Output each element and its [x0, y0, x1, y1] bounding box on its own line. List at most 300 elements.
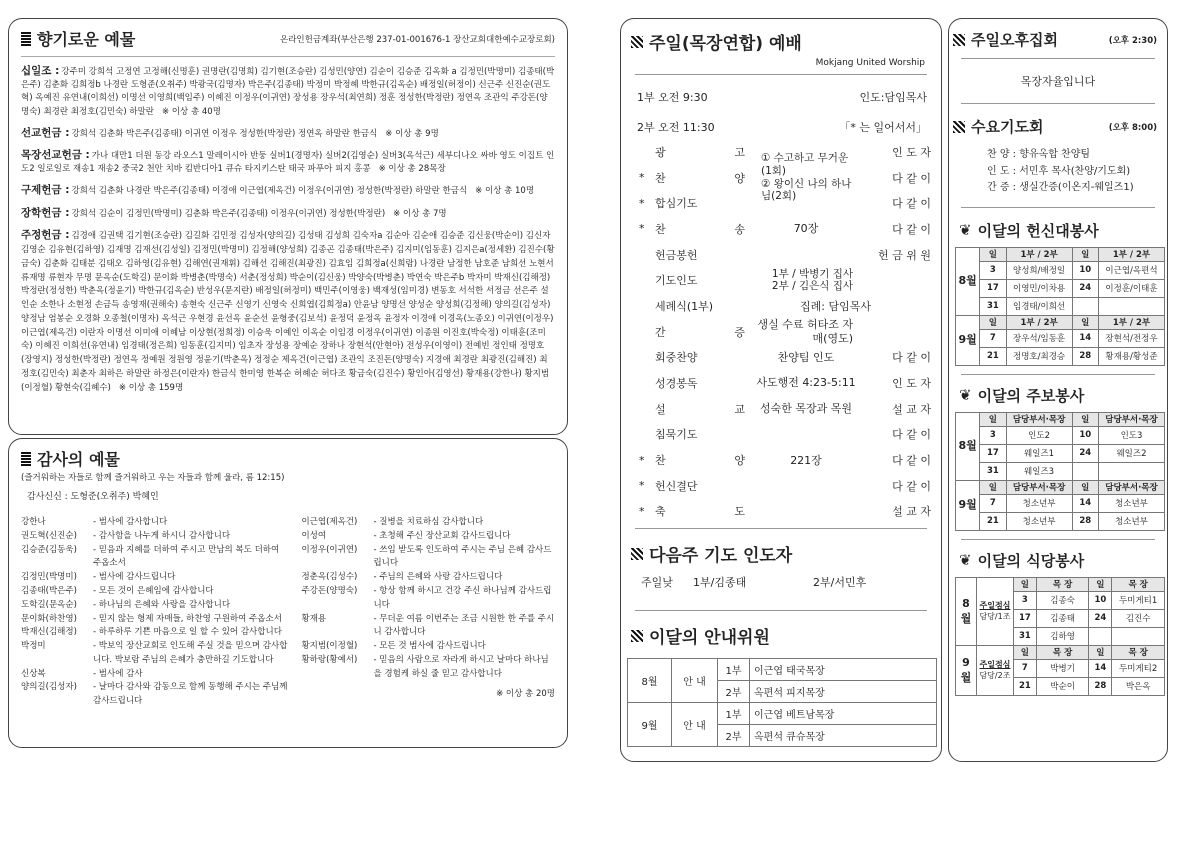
- worship-item: [627, 216, 935, 242]
- guide-part: 1부: [718, 703, 750, 725]
- kitchen-team-name: 주일점심: [979, 660, 1011, 669]
- duty-names: 장현석/전정우: [1098, 329, 1164, 347]
- thanks-name: 정춘옥(김성수): [301, 572, 358, 583]
- order-word: 찬: [655, 454, 666, 468]
- guides-header: [627, 623, 935, 648]
- duty-row: [956, 444, 1165, 462]
- order-person: 집례: 담임목사: [800, 299, 871, 313]
- order-person: 다 같 이: [892, 479, 931, 493]
- guide-team: 옥편석 큐슈목장: [750, 725, 937, 747]
- duty-head: 목 장: [1036, 577, 1089, 591]
- duty-head: 일: [1072, 480, 1098, 494]
- duty-head: 담당부서·목장: [1006, 480, 1072, 494]
- thanks-text: - 쓰임 받도록 인도하여 주시는 주님 은혜 감사드립니다: [373, 544, 552, 569]
- section-names: 가나 대만1 더원 동강 라오스1 말레이시아 반둥 실버1(경명자) 실버2(김영순) 실버3(옥석근) 세부디나오 싸바 영도 이집트 인도2 일로일로 재송1 재송2 중국2 천안 치바 킴반디아1 큐슈 타지키스탄 태국 파푸아 피지 홍콩: [21, 151, 555, 175]
- guide-row: [628, 659, 937, 681]
- thanks-item: [21, 544, 287, 572]
- duty-head: 일: [980, 315, 1006, 329]
- duty-names: 웨일즈2: [1098, 444, 1164, 462]
- section-names: 강희석 김춘화 나경란 박은주(김종태) 이경애 이근엽(제옥건) 이정우(이귀연) 정성한(박정란) 하말란 한금식: [71, 186, 468, 197]
- duty-names: 박순이: [1036, 677, 1089, 695]
- wednesday-line: 간 증 : 생실간증(이온지-웨일즈1): [987, 182, 1134, 193]
- duty-month: 9월: [956, 315, 980, 365]
- section-names: 강주미 강희석 고정연 고정해(신명훈) 권명란(김명희) 김기현(조승란) 김성민(양연) 김순이 김승준 김옥화 a 김정민(박명미) 김종태(박은주) 김춘화 김희정b 나경란 도형준(오취주) 박광국(김명자) 박은주(김종태) 박정미 박정혜 박한규(김옥순) 배정일(허정이) 신근주 신진순(권도혁) 옥예진 유연내(이희선) 이명선 이영희(백임주) 이혜진 이정우(이귀연) 장성용 장우석(최연희) 정훈 정성한(박정란) 정연옥 조관익 주강돈(양명숙) 최경란 최정호(김민숙) 하말란: [21, 67, 555, 117]
- thanks-name: 신상복: [21, 668, 46, 679]
- duty-day: 10: [1072, 426, 1098, 444]
- duty-day: 17: [980, 444, 1006, 462]
- stand-marker: *: [639, 453, 645, 467]
- worship-item: [627, 345, 935, 371]
- worship-order: [627, 139, 935, 524]
- thanks-name: 도학길(문옥순): [21, 599, 77, 610]
- duty-head: 일: [980, 480, 1006, 494]
- duty-names: 박은옥: [1112, 677, 1165, 695]
- order-person: 다 같 이: [892, 171, 931, 185]
- thanks-total: ※ 이상 총 20명: [496, 689, 555, 700]
- guide-role: 안 내: [672, 703, 718, 747]
- duty-head: 1부 / 2부: [1006, 315, 1072, 329]
- duty-header-row: [956, 412, 1165, 426]
- offering-title: 향기로운 예물: [37, 30, 136, 49]
- thanks-text: - 질병을 치료하심 감사합니다: [373, 517, 484, 528]
- kitchen-team: [976, 577, 1013, 645]
- offering-section: [21, 182, 555, 198]
- order-content: 221장: [790, 453, 822, 467]
- thanks-text: - 감사함을 나누게 하시니 감사합니다: [93, 530, 231, 541]
- order-person: 인 도 자: [892, 145, 931, 159]
- duty-day: 31: [980, 297, 1006, 315]
- offering-section: [21, 147, 555, 176]
- guide-part: 1부: [718, 659, 750, 681]
- thanks-name: 김종태(박은주): [21, 586, 77, 596]
- duty-head: 목 장: [1112, 577, 1165, 591]
- duty-day: 17: [1013, 609, 1036, 627]
- thanks-name: 김정민(박명미): [21, 572, 77, 583]
- duty-names: 김종숙: [1036, 591, 1089, 609]
- next-prayer-header: [627, 541, 935, 566]
- order-word: 도: [734, 505, 745, 519]
- duty-header-row: [956, 247, 1165, 261]
- next-prayer-first: 1부/김종태: [693, 576, 747, 590]
- order-word: 찬: [655, 222, 666, 236]
- thanks-header: [21, 447, 555, 470]
- duty-head: 일: [1013, 577, 1036, 591]
- order-label: [655, 349, 755, 365]
- offering-section: [21, 227, 555, 395]
- duty-head: 담당부서·목장: [1098, 480, 1164, 494]
- duty-header-row: [956, 645, 1165, 659]
- order-content: 사도행전 4:23-5:11: [756, 376, 856, 390]
- offerduty-header: [953, 220, 1163, 241]
- duty-month: 8월: [956, 412, 980, 480]
- thanks-name: 박정미: [21, 641, 46, 652]
- worship-item: [627, 396, 935, 422]
- online-account: 온라인헌금계좌(부산은행 237-01-001676-1 장산교회대한예수교장로회): [280, 34, 555, 45]
- kitchen-team-part: 담당/2조: [979, 671, 1011, 680]
- thanks-text: - 믿지 않는 형제 자매들, 하찬영 구원하여 주옵소서: [93, 613, 282, 624]
- order-label: [655, 375, 755, 391]
- thanks-item: [301, 516, 555, 530]
- order-word: 헌신결단: [655, 479, 698, 493]
- pattern-icon: [953, 34, 965, 46]
- duty-day: 21: [980, 347, 1006, 365]
- guide-month: 8월: [628, 659, 672, 703]
- guide-part: 2부: [718, 725, 750, 747]
- afternoon-time: (오후 2:30): [1108, 35, 1157, 46]
- order-content: 70장: [793, 222, 819, 236]
- thanks-text: - 박보익 장산교회로 인도해 주실 것을 믿으며 감사합니다. 박보람 주님의 은혜가 충만하길 기도합니다: [93, 641, 288, 665]
- thanks-name: 이근엽(제옥건): [301, 517, 358, 528]
- order-label: [655, 324, 755, 340]
- wednesday-line: 인 도 : 서민후 목사(찬양/기도회): [987, 165, 1131, 177]
- clover-icon: ❦: [959, 386, 972, 404]
- thanks-text: - 날마다 감사와 감동으로 함께 동행해 주시는 주님께 감사드립니다: [93, 682, 288, 707]
- worship-item: [627, 242, 935, 268]
- thanks-text: - 범사에 감사: [93, 668, 143, 679]
- duty-names: 웨일즈1: [1006, 444, 1072, 462]
- thanks-item: [301, 544, 555, 572]
- order-word: 고: [734, 145, 745, 159]
- thanks-list-left: [21, 516, 287, 709]
- duty-head: 목 장: [1036, 645, 1089, 659]
- worship-item: [627, 319, 935, 345]
- right-panel: [948, 18, 1168, 762]
- worship-item: [627, 293, 935, 319]
- thanks-item: [21, 640, 287, 668]
- thanks-name: 황지범(이정혈): [301, 641, 358, 652]
- thanks-name: 이정우(이귀연): [301, 544, 358, 555]
- thanks-name: 권도혁(신진순): [21, 530, 77, 541]
- thanks-text: - 하나님의 은혜와 사랑을 감사합니다: [93, 599, 231, 610]
- kitchen-team-part: 담당/1조: [979, 612, 1011, 621]
- duty-names: 정명호/최경승: [1006, 347, 1072, 365]
- worship-panel: [620, 18, 942, 762]
- section-label: 장학헌금 :: [21, 206, 70, 219]
- order-word: 성경봉독: [655, 377, 698, 391]
- thanks-item: [21, 571, 287, 585]
- offering-section: [21, 63, 555, 119]
- guide-team: 이근엽 베트남목장: [750, 703, 937, 725]
- pattern-icon: [953, 121, 965, 133]
- order-content: 성숙한 목장과 목원: [759, 402, 852, 416]
- duty-month: 8월: [956, 577, 977, 645]
- kitchen-team: [976, 645, 1013, 695]
- duty-day: 31: [1013, 627, 1036, 645]
- thanks-name: 문이화(하찬영): [21, 613, 77, 624]
- order-person: 다 같 이: [892, 428, 931, 442]
- duty-row: [956, 329, 1165, 347]
- section-total: ※ 이상 총 10명: [475, 186, 535, 197]
- worship-item: [627, 422, 935, 448]
- order-word: 증: [734, 325, 745, 339]
- offering-header: [21, 27, 135, 50]
- duty-row: [956, 494, 1165, 512]
- duty-day: 7: [980, 494, 1006, 512]
- order-label: [655, 272, 755, 288]
- order-person: 설 교 자: [892, 505, 931, 519]
- section-total: ※ 이상 총 28목장: [378, 164, 446, 175]
- duty-names: 김진수: [1112, 609, 1165, 627]
- afternoon-text: 목장자율입니다: [1020, 75, 1096, 88]
- order-label: [655, 426, 755, 442]
- duty-day: 24: [1072, 444, 1098, 462]
- duty-head: 1부 / 2부: [1098, 247, 1164, 261]
- thanks-item: [301, 640, 555, 654]
- order-content: ① 수고하고 무거운(1회) ② 왕이신 나의 하나님(2회): [761, 152, 852, 203]
- duty-month: 8월: [956, 247, 980, 315]
- section-names: 강희석 김춘화 박은주(김종태) 이귀연 이정우 정성한(박정란) 정연옥 하말란 한금식: [71, 128, 378, 139]
- afternoon-title: 주일오후집회: [971, 31, 1058, 49]
- duty-names: 황재용/황성준: [1098, 347, 1164, 365]
- section-label: 선교헌금 :: [21, 126, 70, 139]
- duty-names: [1112, 627, 1165, 645]
- thanks-text: - 항상 함께 하시고 건강 주신 하나님께 감사드립니다: [373, 586, 552, 610]
- order-word: 찬: [655, 171, 666, 185]
- duty-day: 21: [1013, 677, 1036, 695]
- section-total: ※ 이상 총 9명: [385, 128, 439, 139]
- order-word: 설: [655, 402, 666, 416]
- order-word: 헌금봉헌: [655, 248, 698, 262]
- pattern-icon: [631, 630, 643, 642]
- order-label: [655, 298, 755, 314]
- section-label: 목장선교헌금 :: [21, 149, 90, 162]
- order-word: 교: [734, 402, 745, 416]
- duty-day: 10: [1072, 261, 1098, 279]
- section-total: ※ 이상 총 7명: [393, 208, 447, 219]
- bulletin-header: [953, 385, 1163, 406]
- worship-item: [627, 267, 935, 293]
- stand-marker: *: [639, 479, 645, 493]
- thanks-item: [301, 613, 555, 641]
- order-person: 다 같 이: [892, 197, 931, 211]
- duty-names: [1098, 462, 1164, 480]
- thanks-item: [301, 585, 555, 613]
- duty-names: [1098, 297, 1164, 315]
- duty-day: [1072, 297, 1098, 315]
- duty-row: [956, 426, 1165, 444]
- section-label: 구제헌금 :: [21, 184, 70, 197]
- guides-table: [627, 658, 937, 747]
- duty-head: 일: [1072, 412, 1098, 426]
- duty-head: 일: [1089, 577, 1112, 591]
- thanks-text: - 모든 것 범사에 감사드립니다: [373, 641, 486, 652]
- duty-head: 1부 / 2부: [1098, 315, 1164, 329]
- order-person: 설 교 자: [892, 402, 931, 416]
- wednesday-header: [953, 116, 1043, 137]
- duty-day: 28: [1089, 677, 1112, 695]
- order-label: [655, 195, 755, 211]
- worship-item: [627, 473, 935, 499]
- duty-day: 21: [980, 512, 1006, 530]
- worship-item: [627, 499, 935, 525]
- duty-names: 이영민/이차용: [1006, 279, 1072, 297]
- section-label: 십일조 :: [21, 65, 60, 77]
- leader: 인도:담임목사: [859, 91, 927, 104]
- duty-day: 31: [980, 462, 1006, 480]
- stand-marker: *: [639, 504, 645, 518]
- service-1: 1부 오전 9:30: [637, 91, 708, 104]
- order-person: 헌 금 위 원: [878, 248, 931, 262]
- duty-row: [956, 512, 1165, 530]
- thanks-text: - 무더운 여름 이번주는 조금 시원한 한 주를 주시니 감사합니다: [373, 613, 555, 638]
- kitchen-title: 이달의 식당봉사: [977, 551, 1085, 570]
- stand-marker: *: [639, 196, 645, 210]
- order-label: [655, 221, 755, 237]
- order-word: 합심기도: [655, 197, 698, 211]
- thanks-name: 주강돈(양명숙): [301, 586, 358, 596]
- thanks-text: - 하루하루 기쁜 마음으로 일 할 수 있어 감사합니다: [93, 627, 282, 638]
- duty-header-row: [956, 480, 1165, 494]
- thanks-name: 박재신(김해정): [21, 627, 77, 638]
- offerduty-table: [955, 247, 1165, 366]
- kitchen-table: [955, 577, 1165, 696]
- order-word: 축: [655, 505, 666, 519]
- order-person: 다 같 이: [892, 351, 931, 365]
- duty-names: 청소년부: [1006, 494, 1072, 512]
- duty-row: [956, 297, 1165, 315]
- afternoon-header: [953, 29, 1058, 50]
- guide-part: 2부: [718, 681, 750, 703]
- worship-item: [627, 370, 935, 396]
- thanks-item: [21, 599, 287, 613]
- duty-names: 이정훈/이태훈: [1098, 279, 1164, 297]
- thanks-name: 양의길(김성자): [21, 682, 77, 693]
- wednesday-line: 찬 양 : 향유옥합 찬양팀: [987, 149, 1091, 160]
- thanks-item: [21, 681, 287, 709]
- guide-month: 9월: [628, 703, 672, 747]
- duty-names: 웨일즈3: [1006, 462, 1072, 480]
- order-word: 간: [655, 325, 666, 339]
- offerduty-title: 이달의 헌신대봉사: [977, 221, 1099, 240]
- worship-subtitle: Mokjang United Worship: [815, 58, 925, 68]
- duty-names: 인도3: [1098, 426, 1164, 444]
- duty-day: 10: [1089, 591, 1112, 609]
- order-content: 찬양팀 인도: [777, 350, 835, 364]
- duty-row: [956, 261, 1165, 279]
- duty-day: 7: [1013, 659, 1036, 677]
- duty-names: 임경태/이희선: [1006, 297, 1072, 315]
- duty-head: 일: [1072, 315, 1098, 329]
- order-content: 1부 / 박병기 집사 2부 / 김은식 집사: [771, 267, 853, 293]
- thanks-text: - 주님의 은혜와 사랑 감사드립니다: [373, 572, 503, 583]
- duty-names: 이근엽/옥편석: [1098, 261, 1164, 279]
- order-word: 세례식(1부): [655, 299, 714, 313]
- thanks-name: 이성여: [301, 530, 327, 541]
- duty-day: 28: [1072, 512, 1098, 530]
- pattern-icon: [631, 548, 643, 560]
- duty-head: 일: [1013, 645, 1036, 659]
- thanks-text: - 범사에 감사합니다: [93, 517, 168, 528]
- order-word: 침묵기도: [655, 428, 698, 442]
- order-word: 기도인도: [655, 274, 698, 288]
- duty-names: 박병기: [1036, 659, 1089, 677]
- thanks-item: [301, 530, 555, 544]
- order-word: 회중찬양: [655, 351, 698, 365]
- order-word: 송: [734, 222, 745, 236]
- duty-day: 14: [1072, 329, 1098, 347]
- thanks-item: [21, 530, 287, 544]
- duty-day: [1089, 627, 1112, 645]
- duty-day: 3: [1013, 591, 1036, 609]
- duty-names: 청소년부: [1098, 494, 1164, 512]
- duty-names: 장우석/임동훈: [1006, 329, 1072, 347]
- square-icon: [21, 452, 31, 466]
- thanks-text: - 믿음과 지혜를 더하여 주시고 만남의 복도 더하여 주옵소서: [93, 544, 280, 569]
- order-label: [655, 503, 755, 519]
- duty-day: [1072, 462, 1098, 480]
- duty-names: 청소년부: [1098, 512, 1164, 530]
- section-label: 주정헌금 :: [21, 229, 70, 242]
- guides-title: 이달의 안내위원: [649, 628, 770, 649]
- duty-names: 두미게티2: [1112, 659, 1165, 677]
- offering-section: [21, 125, 555, 141]
- duty-header-row: [956, 315, 1165, 329]
- thanks-item: [301, 571, 555, 585]
- thanks-name: 황하랑(황예서): [301, 654, 358, 665]
- wednesday-time: (오후 8:00): [1108, 122, 1157, 133]
- duty-head: 담당부서·목장: [1006, 412, 1072, 426]
- standing-note: 「* 는 일어서서」: [839, 121, 927, 134]
- guide-team: 옥편석 피지목장: [750, 681, 937, 703]
- duty-names: 양성희/배정일: [1006, 261, 1072, 279]
- clover-icon: ❦: [959, 221, 972, 239]
- kitchen-header: [953, 550, 1163, 571]
- duty-header-row: [956, 577, 1165, 591]
- duty-day: 28: [1072, 347, 1098, 365]
- order-word: 양: [734, 454, 745, 468]
- offering-panel: [8, 18, 568, 435]
- duty-month: 9월: [956, 645, 977, 695]
- duty-day: 14: [1089, 659, 1112, 677]
- pattern-icon: [631, 36, 643, 48]
- order-label: [655, 478, 755, 494]
- thanks-item: [21, 585, 287, 599]
- duty-head: 일: [980, 247, 1006, 261]
- duty-names: 김하영: [1036, 627, 1089, 645]
- thanks-text: - 모든 것이 은혜임에 감사합니다: [93, 586, 214, 596]
- duty-head: 일: [1072, 247, 1098, 261]
- thanks-verse: (즐거워하는 자들로 함께 즐거워하고 우는 자들과 함께 울라, 롬 12:15): [21, 473, 285, 483]
- duty-row: [956, 347, 1165, 365]
- thanks-text: - 믿음의 사람으로 자라게 하시고 날마다 하나님을 경험케 하실 줄 믿고 감사합니다: [373, 654, 549, 679]
- thanks-title: 감사의 예물: [37, 450, 120, 469]
- worship-title: 주일(목장연합) 예배: [649, 34, 802, 54]
- duty-month: 9월: [956, 480, 980, 530]
- thanks-list-right: [301, 516, 555, 709]
- bulletin-table: [955, 412, 1165, 531]
- guide-role: 안 내: [672, 659, 718, 703]
- bulletin-title: 이달의 주보봉사: [977, 386, 1085, 405]
- stand-marker: *: [639, 222, 645, 236]
- order-label: [655, 144, 755, 160]
- duty-day: 3: [980, 261, 1006, 279]
- thanks-name: 황재용: [301, 613, 327, 624]
- thanks-item: [301, 654, 555, 682]
- order-label: [655, 401, 755, 417]
- worship-item: [627, 447, 935, 473]
- section-names: 김경애 김권택 김기현(조승란) 김길화 김민정 김성자(양의길) 김성태 김성희 김숙자a 김순아 김순애 김승준 김신웅(박순이) 김신자 김영순 김유현(김하영) 김재명 김재선(김성일) 김정민(박명미) 김정해(양성희) 김종곤 김종태(박은주) 김지미(임동훈) 김지은a(정세환) 김진수(황금숙) 김춘화 김태분 김태오 김하영(김유현) 김해연(권재휘) 김해선 김해진(최광진) 김효임 김희정a(신희람) 나경란 남정한 남호준 남희선 노현서 류재명 류현자 무명 문옥순(도학길) 문이화 박병춘(박명숙) 서춘(정성희) 박순이(김신웅) 박양숙(박병춘) 박연숙 박은주b 박자미 박재신(김해정) 박정란(정성한) 박춘옥(정윤기) 박한규(김옥순) 반성우(문지란) 배정일(허정미) 백민주(이영웅) 백재성(임미경) 변동호 서석한 서정금 선은주 설인순 소한나 소현정 손금득 송영재(권해숙) 송현숙 신근주 신영기 신영숙 신희엽(김희정a) 안윤남 양명선 양성순 양성희(김정해) 양의길(김성자) 양정남 엄봉순 오경화 오종철(이명자) 옥석근 우현경 윤선옥 윤순선 윤형중(김보석) 윤정덕 윤정옥 윤정자 이경애 이경옥(노종오) 이귀연(이정우) 이근엽(제옥건) 이란자 이명선 이미애 이혜남 이상현(정희정) 이승욱 이예인 이옥순 이임경 이정우(이귀연) 이종원 이진호(박숙정) 이태훈(조미숙) 이혜진 이희선(유연내) 임경태(정은희) 임동훈(김지미) 임초자 장성용 장예순 장하나 장현석(안현아) 전성우(이영이) 전예빈 정인태 정명호(장영지) 정성한(박정란) 정연옥 정예원 정원영 정윤기(박춘옥) 정정순 제옥건(이근엽) 조관익 조진돈(양명숙) 지경애 최경란 최광진(김해진) 최정호(김민숙) 최춘자 최하은 하말란 하정은(이란자) 한금식 한미영 한복순 허혜순 허다조 황금숙(김진수) 황인아(김영선) 황재용(강한나) 황지범(이정혈) 황현숙(김혜수): [21, 231, 555, 393]
- duty-day: 7: [980, 329, 1006, 347]
- order-label: [655, 170, 755, 186]
- kitchen-team-name: 주일점심: [979, 601, 1011, 610]
- duty-day: 3: [980, 426, 1006, 444]
- thanks-text: - 초청해 주신 장산교회 감사드립니다: [373, 530, 511, 541]
- order-content: 생실 수료 허타조 자매(영도): [757, 318, 853, 345]
- thanks-sinsin: 감사신신 : 도형준(오취주) 박혜인: [27, 492, 159, 503]
- duty-head: 일: [980, 412, 1006, 426]
- duty-head: 담당부서·목장: [1098, 412, 1164, 426]
- offering-sections: [21, 63, 555, 395]
